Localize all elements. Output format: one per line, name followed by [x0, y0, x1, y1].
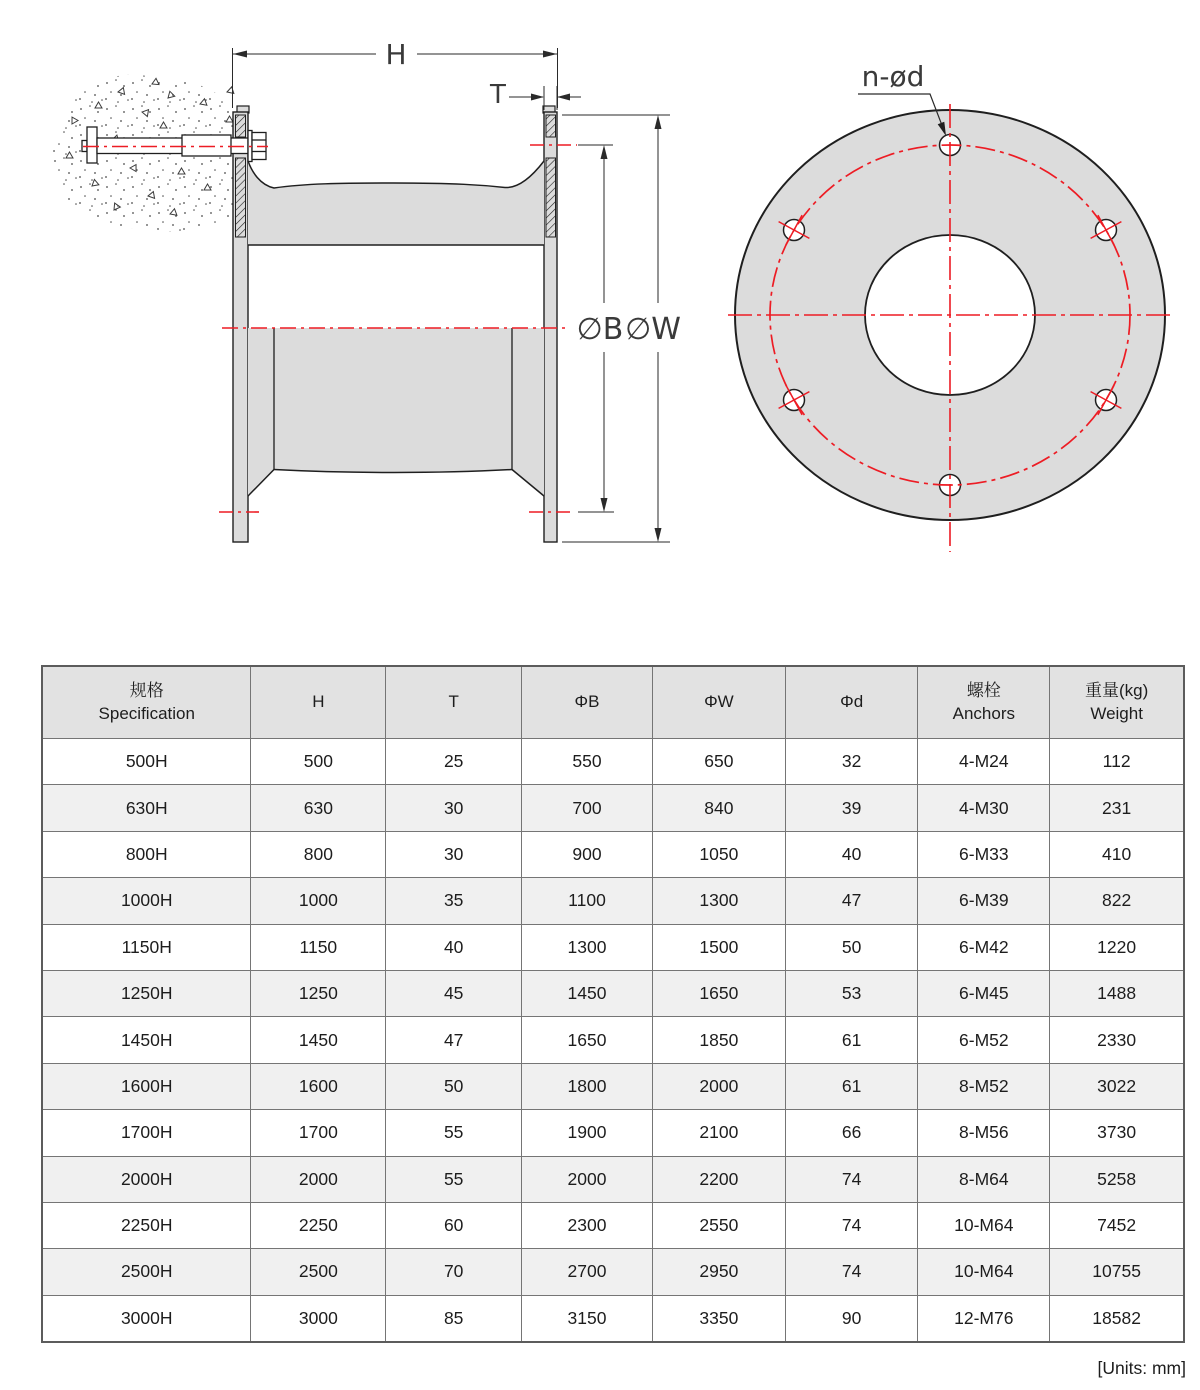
table-cell: 8-M64 [918, 1156, 1050, 1202]
left-flange [233, 106, 249, 542]
table-cell: 1300 [652, 878, 785, 924]
table-cell: 112 [1050, 739, 1184, 785]
table-cell: 3022 [1050, 1063, 1184, 1109]
table-cell: 6-M52 [918, 1017, 1050, 1063]
table-cell: 900 [522, 831, 653, 877]
table-row [42, 878, 1184, 924]
table-row [42, 739, 1184, 785]
column-header: 规格 Specification [42, 666, 251, 739]
table-cell: 1450H [42, 1017, 251, 1063]
table-cell: 800 [251, 831, 386, 877]
table-cell: 4-M24 [918, 739, 1050, 785]
table-row [42, 831, 1184, 877]
table-cell: 3730 [1050, 1110, 1184, 1156]
table-cell: 2700 [522, 1249, 653, 1295]
dim-t-label: T [490, 80, 506, 110]
table-row [42, 1017, 1184, 1063]
holes-label: n-ød [861, 60, 925, 93]
table-cell: 1000H [42, 878, 251, 924]
table-cell: 2300 [522, 1202, 653, 1248]
table-cell: 8-M56 [918, 1110, 1050, 1156]
side-view-drawing [53, 38, 681, 542]
table-cell: 2200 [652, 1156, 785, 1202]
fender-body-lower [248, 328, 544, 496]
table-cell: 800H [42, 831, 251, 877]
table-cell: 1000 [251, 878, 386, 924]
table-row [42, 1202, 1184, 1248]
specification-table [41, 665, 1185, 1343]
table-cell: 50 [386, 1063, 522, 1109]
column-header: ΦB [522, 666, 653, 739]
table-cell: 10-M64 [918, 1202, 1050, 1248]
table-cell: 8-M52 [918, 1063, 1050, 1109]
table-cell: 1900 [522, 1110, 653, 1156]
right-flange [543, 106, 557, 542]
table-cell: 6-M39 [918, 878, 1050, 924]
table-row [42, 1063, 1184, 1109]
table-cell: 1220 [1050, 924, 1184, 970]
table-cell: 40 [785, 831, 917, 877]
table-cell: 630 [251, 785, 386, 831]
table-cell: 12-M76 [918, 1295, 1050, 1342]
table-cell: 2250H [42, 1202, 251, 1248]
table-cell: 53 [785, 970, 917, 1016]
table-row [42, 1249, 1184, 1295]
front-view-drawing [728, 60, 1172, 552]
table-cell: 74 [785, 1156, 917, 1202]
table-cell: 90 [785, 1295, 917, 1342]
table-row [42, 1110, 1184, 1156]
table-body [42, 739, 1184, 1343]
table-cell: 1450 [522, 970, 653, 1016]
table-cell: 1500 [652, 924, 785, 970]
dim-w-label: ∅W [625, 312, 681, 347]
table-cell: 3000 [251, 1295, 386, 1342]
table-cell: 2000 [652, 1063, 785, 1109]
table-cell: 2500 [251, 1249, 386, 1295]
table-cell: 3000H [42, 1295, 251, 1342]
table-cell: 45 [386, 970, 522, 1016]
table-cell: 2100 [652, 1110, 785, 1156]
table-cell: 500H [42, 739, 251, 785]
table-cell: 30 [386, 785, 522, 831]
table-cell: 25 [386, 739, 522, 785]
table-cell: 60 [386, 1202, 522, 1248]
table-cell: 1250 [251, 970, 386, 1016]
table-cell: 32 [785, 739, 917, 785]
table-header-row [42, 666, 1184, 739]
table-cell: 1150H [42, 924, 251, 970]
table-cell: 66 [785, 1110, 917, 1156]
table-cell: 1600 [251, 1063, 386, 1109]
table-cell: 2000 [522, 1156, 653, 1202]
table-cell: 47 [785, 878, 917, 924]
table-cell: 18582 [1050, 1295, 1184, 1342]
table-cell: 700 [522, 785, 653, 831]
table-cell: 30 [386, 831, 522, 877]
table-cell: 1150 [251, 924, 386, 970]
fender-body-section [248, 161, 544, 245]
table-cell: 2330 [1050, 1017, 1184, 1063]
table-cell: 6-M42 [918, 924, 1050, 970]
table-cell: 10755 [1050, 1249, 1184, 1295]
table-cell: 840 [652, 785, 785, 831]
table-cell: 55 [386, 1156, 522, 1202]
table-cell: 40 [386, 924, 522, 970]
table-cell: 822 [1050, 878, 1184, 924]
table-cell: 1600H [42, 1063, 251, 1109]
column-header: 螺栓 Anchors [918, 666, 1050, 739]
column-header: 重量(kg) Weight [1050, 666, 1184, 739]
table-cell: 70 [386, 1249, 522, 1295]
table-cell: 61 [785, 1017, 917, 1063]
table-cell: 2950 [652, 1249, 785, 1295]
table-cell: 2000H [42, 1156, 251, 1202]
table-cell: 1650 [522, 1017, 653, 1063]
fender-drawing [0, 0, 1200, 650]
table-cell: 1450 [251, 1017, 386, 1063]
dim-b-label: ∅B [576, 312, 624, 347]
table-cell: 1800 [522, 1063, 653, 1109]
table-cell: 35 [386, 878, 522, 924]
table-row [42, 1156, 1184, 1202]
table-cell: 61 [785, 1063, 917, 1109]
table-cell: 1650 [652, 970, 785, 1016]
table-cell: 55 [386, 1110, 522, 1156]
table-cell: 4-M30 [918, 785, 1050, 831]
table-cell: 410 [1050, 831, 1184, 877]
table-cell: 3150 [522, 1295, 653, 1342]
column-header: Φd [785, 666, 917, 739]
column-header: H [251, 666, 386, 739]
table-cell: 47 [386, 1017, 522, 1063]
table-row [42, 924, 1184, 970]
table-cell: 650 [652, 739, 785, 785]
table-cell: 74 [785, 1249, 917, 1295]
table-cell: 1850 [652, 1017, 785, 1063]
table-cell: 2250 [251, 1202, 386, 1248]
table-cell: 39 [785, 785, 917, 831]
table-cell: 2000 [251, 1156, 386, 1202]
table-cell: 1250H [42, 970, 251, 1016]
table-cell: 2550 [652, 1202, 785, 1248]
table-row [42, 1295, 1184, 1342]
table-cell: 1700H [42, 1110, 251, 1156]
table-cell: 10-M64 [918, 1249, 1050, 1295]
table-cell: 2500H [42, 1249, 251, 1295]
table-cell: 1050 [652, 831, 785, 877]
table-cell: 74 [785, 1202, 917, 1248]
table-cell: 85 [386, 1295, 522, 1342]
table-cell: 6-M33 [918, 831, 1050, 877]
table-cell: 5258 [1050, 1156, 1184, 1202]
table-cell: 3350 [652, 1295, 785, 1342]
table-cell: 630H [42, 785, 251, 831]
table-cell: 50 [785, 924, 917, 970]
dim-h-label: H [385, 38, 407, 71]
table-cell: 7452 [1050, 1202, 1184, 1248]
table-cell: 1488 [1050, 970, 1184, 1016]
table-cell: 1300 [522, 924, 653, 970]
table-row [42, 785, 1184, 831]
table-cell: 6-M45 [918, 970, 1050, 1016]
table-cell: 1700 [251, 1110, 386, 1156]
column-header: ΦW [652, 666, 785, 739]
table-row [42, 970, 1184, 1016]
column-header: T [386, 666, 522, 739]
table-cell: 1100 [522, 878, 653, 924]
table-cell: 550 [522, 739, 653, 785]
units-note: [Units: mm] [1097, 1358, 1186, 1378]
table-cell: 500 [251, 739, 386, 785]
table-cell: 231 [1050, 785, 1184, 831]
